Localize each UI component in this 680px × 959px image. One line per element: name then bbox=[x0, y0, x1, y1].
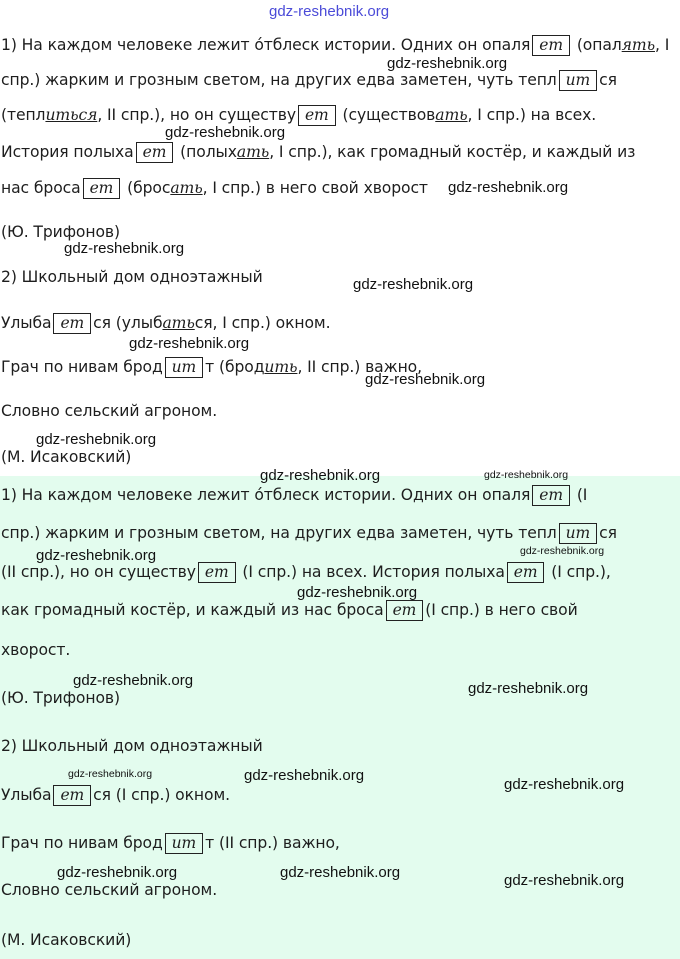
text: Улыба bbox=[1, 786, 52, 804]
p2-line-4 bbox=[1, 600, 578, 621]
watermark: gdz-reshebnik.org bbox=[64, 240, 185, 257]
ending-box: ет bbox=[83, 178, 121, 199]
text: ся (I спр.) окном. bbox=[93, 786, 230, 804]
watermark: gdz-reshebnik.org bbox=[165, 124, 286, 141]
text: (I спр.) в него свой bbox=[425, 601, 578, 619]
watermark: gdz-reshebnik.org bbox=[269, 3, 390, 20]
watermark: gdz-reshebnik.org bbox=[365, 371, 486, 388]
text: ся bbox=[599, 524, 617, 542]
underlined-suffix: ить bbox=[264, 358, 298, 376]
watermark: gdz-reshebnik.org bbox=[244, 767, 365, 784]
ending-box: ет bbox=[532, 485, 570, 506]
text: Грач по нивам брод bbox=[1, 834, 163, 852]
p2-poem-title: 2) Школьный дом одноэтажный bbox=[1, 737, 263, 755]
text: как громадный костёр, и каждый из нас броса bbox=[1, 601, 384, 619]
watermark: gdz-reshebnik.org bbox=[129, 335, 250, 352]
p1-author-1: (Ю. Трифонов) bbox=[1, 223, 120, 241]
text: , II спр.), но он существу bbox=[97, 106, 296, 124]
watermark: gdz-reshebnik.org bbox=[484, 469, 569, 481]
text: (I bbox=[571, 486, 588, 504]
ending-box: ит bbox=[559, 70, 597, 91]
text: (полых bbox=[175, 143, 237, 161]
ending-box: ет bbox=[507, 562, 545, 583]
ending-box: ит bbox=[559, 523, 597, 544]
text: 1) На каждом человеке лежит о́тблеск истории. Одних он опаля bbox=[1, 36, 531, 54]
text: Грач по нивам брод bbox=[1, 358, 163, 376]
text: (I спр.) на всех. История полыха bbox=[237, 563, 505, 581]
text: ся bbox=[599, 71, 617, 89]
watermark: gdz-reshebnik.org bbox=[353, 276, 474, 293]
text: 1) На каждом человеке лежит о́тблеск истории. Одних он опаля bbox=[1, 486, 531, 504]
p1-line-9 bbox=[1, 357, 422, 378]
p1-line-10: Словно сельский агроном. bbox=[1, 402, 218, 420]
text: , I спр.) на всех. bbox=[467, 106, 597, 124]
p2-line-8 bbox=[1, 785, 230, 806]
ending-box: ет bbox=[53, 785, 91, 806]
ending-box: ит bbox=[165, 357, 203, 378]
p1-line-1 bbox=[1, 35, 669, 56]
ending-box: ет bbox=[53, 313, 91, 334]
p1-line-4 bbox=[1, 142, 635, 163]
ending-box: ит bbox=[165, 833, 203, 854]
text: (II спр.), но он существу bbox=[1, 563, 196, 581]
underlined-suffix: ать bbox=[170, 179, 203, 197]
watermark: gdz-reshebnik.org bbox=[520, 545, 605, 557]
underlined-suffix: ать bbox=[435, 106, 468, 124]
underlined-suffix: иться bbox=[45, 106, 98, 124]
text: спр.) жарким и грозным светом, на других едва заметен, чуть тепл bbox=[1, 71, 557, 89]
watermark: gdz-reshebnik.org bbox=[504, 776, 625, 793]
ending-box: ет bbox=[532, 35, 570, 56]
p1-line-5 bbox=[1, 178, 428, 199]
ending-box: ет bbox=[298, 105, 336, 126]
p2-author-1: (Ю. Трифонов) bbox=[1, 689, 120, 707]
ending-box: ет bbox=[386, 600, 424, 621]
text: ся (улыб bbox=[93, 314, 163, 332]
p1-line-2 bbox=[1, 70, 617, 91]
watermark: gdz-reshebnik.org bbox=[73, 672, 194, 689]
p2-line-1 bbox=[1, 485, 587, 506]
watermark: gdz-reshebnik.org bbox=[504, 872, 625, 889]
watermark: gdz-reshebnik.org bbox=[297, 584, 418, 601]
underlined-suffix: ать bbox=[236, 143, 270, 161]
watermark: gdz-reshebnik.org bbox=[68, 768, 153, 780]
text: , I спр.), как громадный костёр, и каждый из bbox=[269, 143, 636, 161]
text: , II спр.) важно, bbox=[297, 358, 422, 376]
watermark: gdz-reshebnik.org bbox=[36, 431, 157, 448]
text: нас броса bbox=[1, 179, 81, 197]
text: ся, I спр.) окном. bbox=[194, 314, 331, 332]
ending-box: ет bbox=[198, 562, 236, 583]
p2-line-9 bbox=[1, 833, 340, 854]
text: спр.) жарким и грозным светом, на других едва заметен, чуть тепл bbox=[1, 524, 557, 542]
text: История полыха bbox=[1, 143, 134, 161]
text: т (брод bbox=[205, 358, 265, 376]
text: т (II спр.) важно, bbox=[205, 834, 340, 852]
watermark: gdz-reshebnik.org bbox=[260, 467, 381, 484]
ending-box: ет bbox=[136, 142, 174, 163]
p1-line-3 bbox=[1, 105, 596, 126]
p1-line-8 bbox=[1, 313, 330, 334]
watermark: gdz-reshebnik.org bbox=[280, 864, 401, 881]
p2-line-3 bbox=[1, 562, 611, 583]
underlined-suffix: ать bbox=[162, 314, 195, 332]
text: (I спр.), bbox=[546, 563, 611, 581]
p2-line-2 bbox=[1, 523, 617, 544]
underlined-suffix: ять bbox=[621, 36, 655, 54]
p2-line-10: Словно сельский агроном. bbox=[1, 881, 218, 899]
watermark: gdz-reshebnik.org bbox=[36, 547, 157, 564]
text: (опал bbox=[571, 36, 622, 54]
text: (тепл bbox=[1, 106, 46, 124]
watermark: gdz-reshebnik.org bbox=[448, 179, 569, 196]
text: Улыба bbox=[1, 314, 52, 332]
watermark: gdz-reshebnik.org bbox=[57, 864, 178, 881]
watermark: gdz-reshebnik.org bbox=[387, 55, 508, 72]
text: , I спр.) в него свой хворост bbox=[202, 179, 428, 197]
text: , I bbox=[654, 36, 670, 54]
watermark: gdz-reshebnik.org bbox=[468, 680, 589, 697]
p2-author-2: (М. Исаковский) bbox=[1, 931, 132, 949]
text: (существов bbox=[337, 106, 436, 124]
p1-author-2: (М. Исаковский) bbox=[1, 448, 132, 466]
text: (брос bbox=[122, 179, 171, 197]
p1-poem-title: 2) Школьный дом одноэтажный bbox=[1, 268, 263, 286]
p2-line-5: хворост. bbox=[1, 641, 71, 659]
